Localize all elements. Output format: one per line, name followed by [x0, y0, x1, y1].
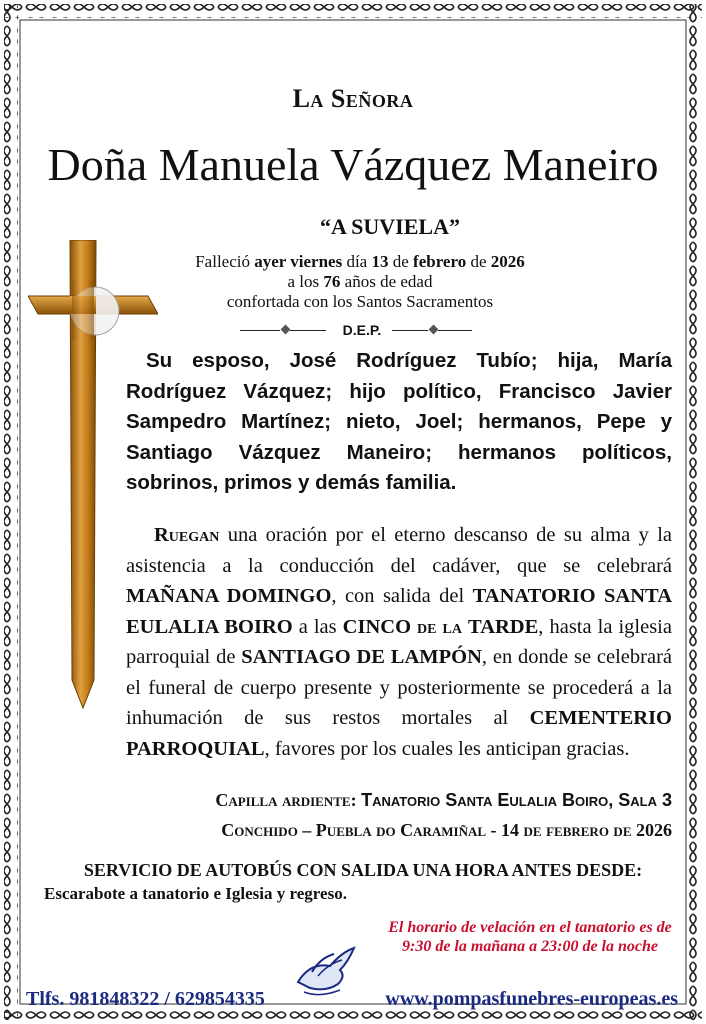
nickname: “A SUVIELA”: [320, 214, 460, 239]
text: , con salida del: [331, 585, 473, 607]
capilla-value: Tanatorio Santa Eulalia Boiro, Sala 3: [361, 790, 672, 810]
text: Ruegan: [154, 524, 220, 546]
text: CINCO: [342, 615, 412, 638]
ruegan-paragraph: [126, 520, 672, 764]
velacion-note: El horario de velación en el tanatorio es de 9:30 de la mañana a 23:00 de la noche: [388, 919, 672, 955]
place-date: Conchido – Puebla do Caramiñal - 14 de febrero de 2026: [221, 820, 672, 840]
text: Falleció: [195, 252, 255, 271]
age-line: [130, 272, 590, 292]
text: TARDE: [468, 615, 539, 638]
divider-line: [392, 330, 428, 331]
text: 76: [323, 272, 341, 291]
bus-service-route: Escarabote a tanatorio e Iglesia y regreso.: [44, 884, 347, 903]
text: día: [342, 252, 372, 271]
text: , favores por los cuales les anticipan gracias.: [264, 737, 630, 760]
death-date-line: [130, 252, 590, 272]
text: SANTIAGO DE LAMPÓN: [241, 646, 482, 668]
text: 2026: [490, 252, 525, 271]
text: a las: [292, 615, 343, 638]
death-info: [130, 252, 590, 312]
diamond-icon: [281, 325, 291, 335]
sacraments-line: confortada con los Santos Sacramentos: [226, 292, 494, 311]
divider-line: [240, 330, 280, 331]
text: una oración por el eterno descanso de su alma y la asistencia a la conducción del cadáver, que se celebrará: [126, 524, 672, 577]
dove-logo-icon: [290, 942, 360, 1002]
capilla-label: Capilla ardiente:: [215, 790, 362, 810]
website-link[interactable]: www.pompasfunebres-europeas.es: [385, 988, 678, 1010]
dep-label: D.E.P.: [342, 322, 382, 338]
dep-divider: [240, 322, 480, 342]
text: TANATORIO SANTA EULALIA BOIRO: [126, 585, 672, 638]
text: de: [466, 252, 491, 271]
divider-line: [290, 330, 326, 331]
family-paragraph: Su esposo, José Rodríguez Tubío; hija, María Rodríguez Vázquez; hijo político, Francisco Javier Sampedro Martínez; nieto, Joel; hermanos, Pepe y Santiago Vázquez Maneiro; hermanos políticos, sobrinos, primos y demás familia.: [126, 349, 672, 494]
text: a los: [287, 272, 324, 291]
bus-service-title: SERVICIO DE AUTOBÚS CON SALIDA UNA HORA ANTES DESDE:: [83, 860, 643, 880]
text: años de edad: [340, 272, 433, 291]
diamond-icon: [429, 325, 439, 335]
text: , hasta la iglesia parroquial de: [126, 615, 672, 668]
title-la-senora: La Señora: [292, 84, 414, 113]
deceased-name: Doña Manuela Vázquez Maneiro: [47, 139, 659, 190]
text: MAÑANA DOMINGO: [126, 585, 332, 607]
divider-line: [438, 330, 472, 331]
text: , en donde se celebrará el funeral de cuerpo presente y posteriormente se procederá a la inhumación de sus restos mortales al: [126, 646, 673, 729]
text: de: [388, 252, 414, 271]
text: CEMENTERIO PARROQUIAL: [126, 707, 672, 760]
text: febrero: [413, 252, 467, 271]
text: de la: [411, 615, 469, 638]
phone-numbers: Tlfs. 981848322 / 629854335: [26, 988, 265, 1010]
text: 13: [371, 252, 389, 271]
capilla-ardiente: [60, 790, 672, 811]
text: ayer viernes: [254, 252, 343, 271]
